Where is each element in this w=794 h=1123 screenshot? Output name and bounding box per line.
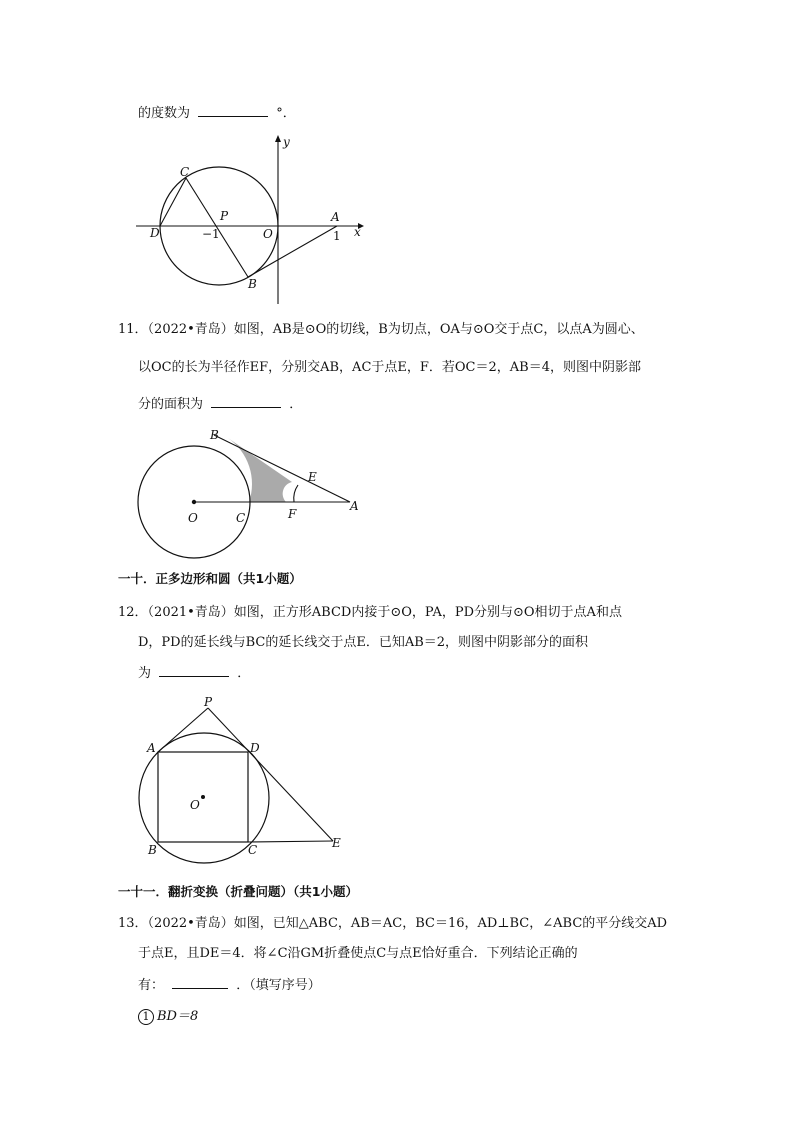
label-o: O (263, 227, 273, 241)
label-a: A (350, 499, 359, 513)
prev-question-tail (138, 104, 296, 123)
label-d: D (250, 741, 260, 755)
q13-line2: 于点E，且DE＝4．将∠C沿GM折叠使点C与点E恰好重合．下列结论正确的 (138, 946, 578, 961)
segment-cd (160, 178, 186, 226)
prev-question-text: 的度数为 (138, 106, 191, 121)
section-heading-10: 一十．正多边形和圆（共1小题） (118, 571, 302, 586)
label-o: O (188, 511, 198, 525)
figure-tangent-shaded (130, 425, 370, 560)
q11-line3-suffix: ． (289, 397, 303, 412)
q13-option-1 (138, 1008, 198, 1026)
q13-line3-text: 有： (138, 978, 165, 993)
shaded-region (228, 438, 292, 502)
option-1-text: BD＝8 (157, 1009, 199, 1024)
q11-line3-text: 分的面积为 (138, 397, 204, 412)
answer-blank (198, 104, 268, 117)
label-y: y (283, 135, 290, 149)
label-c: C (180, 165, 190, 179)
answer-blank (159, 664, 229, 677)
label-f: F (288, 507, 297, 521)
q11-line2: 以OC的长为半径作EF，分别交AB，AC于点E，F．若OC＝2，AB＝4，则图中阴影部 (138, 360, 641, 375)
q12-line2: D，PD的延长线与BC的延长线交于点E．已知AB＝2，则图中阴影部分的面积 (138, 635, 589, 650)
segment-pa (158, 708, 208, 752)
segment-ce (248, 841, 333, 842)
q12-line3-text: 为 (138, 666, 152, 681)
figure-circle-coordinate (130, 128, 370, 308)
segment-ba (248, 226, 337, 277)
label-x: x (354, 225, 361, 239)
y-axis-arrow (275, 135, 281, 142)
label-a: A (147, 741, 156, 755)
segment-pe (208, 708, 333, 841)
arc-ef (294, 485, 298, 502)
q12-line3-suffix: ． (237, 666, 251, 681)
q13-line3 (138, 976, 321, 995)
answer-blank (211, 395, 281, 408)
label-p: P (220, 209, 229, 223)
figure-inscribed-square (130, 690, 360, 865)
label-b: B (210, 428, 219, 442)
q12-line3 (138, 664, 250, 683)
label-b: B (248, 277, 257, 291)
label-neg1: −1 (202, 227, 220, 241)
circled-number-icon: 1 (138, 1009, 154, 1025)
label-a: A (331, 210, 340, 224)
label-b: B (148, 843, 157, 857)
label-one: 1 (333, 229, 341, 243)
label-p: P (204, 695, 213, 709)
label-d: D (150, 226, 160, 240)
label-e: E (332, 836, 341, 850)
q13-line3-suffix: ．（填写序号） (236, 978, 321, 993)
answer-blank (172, 976, 228, 989)
label-c: C (248, 843, 258, 857)
prev-question-suffix: °． (276, 106, 296, 121)
label-e: E (308, 470, 317, 484)
section-heading-11: 一十一．翻折变换（折叠问题）（共1小题） (118, 884, 358, 899)
q11-line3 (138, 395, 302, 414)
q11-line1: 11．（2022•青岛）如图，AB是⊙O的切线，B为切点，OA与⊙O交于点C，以点A为圆心、 (118, 322, 644, 337)
q13-line1: 13．（2022•青岛）如图，已知△ABC，AB＝AC，BC＝16，AD⊥BC，∠ABC的平分线交AD (118, 916, 668, 931)
center-dot (192, 500, 196, 504)
q12-line1: 12．（2021•青岛）如图，正方形ABCD内接于⊙O，PA，PD分别与⊙O相切于点A和点 (118, 605, 622, 620)
label-o: O (190, 798, 200, 812)
center-dot (201, 795, 205, 799)
label-c: C (236, 511, 246, 525)
